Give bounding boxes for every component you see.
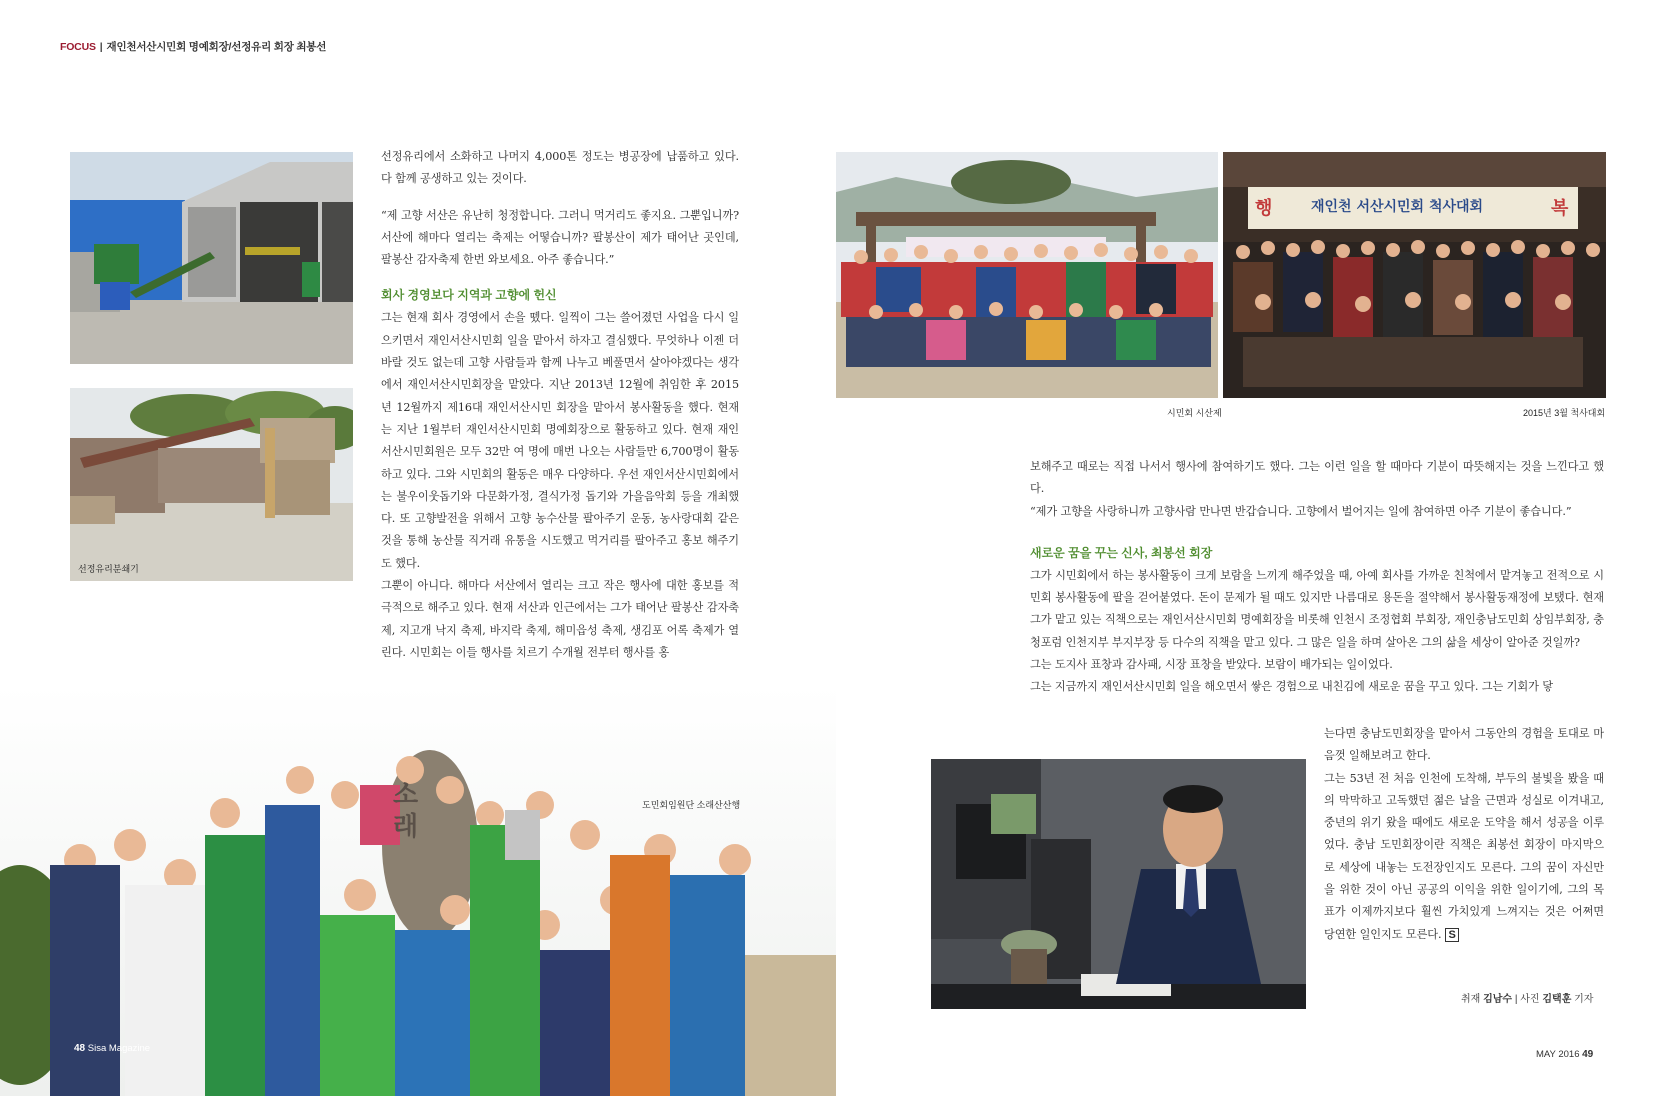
left-page-number: 48 [74,1043,86,1054]
banquet-photo [1223,152,1606,398]
left-section-heading: 회사 경영보다 지역과 고향에 헌신 [381,288,557,303]
banquet-caption: 2015년 3월 척사대회 [1523,408,1606,418]
header-title: 재인천서산시민회 명예회장/선정유리 회장 최봉선 [106,41,327,53]
right-page-number: 49 [1582,1049,1594,1060]
right-paragraph-3: 그가 시민회에서 하는 봉사활동이 크게 보람을 느끼게 해주었을 때, 아예 회사를 가까운 친척에서 맡겨놓고 전적으로 시민회 봉사활동에 팔을 걷어붙였다. 돈이 문제가 될 때도 있지만 나름대로 용돈을 절약해서 봉사활동재정에 보탰다. 현재 그가 맡고 있는 직책으로는 재인서산시민회 명예회장을 비롯해 인천시 조정협회 부회장, 재인충남도민회 상임부회장, 충청포럼 인천지부 부지부장 등 다수의 직책을 맡고 있다. 그 많은 일을 하며 살아온 그의 삶을 세상이 알아준 것일까? [1030,568,1604,649]
right-text-lower [1324,723,1604,946]
photo-label: 사진 [1520,994,1540,1005]
left-text-column [381,146,739,664]
byline [1461,990,1593,1005]
crusher-caption: 선정유리분쇄기 [78,564,139,574]
photographer-name: 김택훈 [1542,994,1572,1005]
right-paragraph-5-lead: 그는 지금까지 재인서산시민회 일을 해오면서 쌓은 경험으로 내친김에 새로운 꿈을 꾸고 있다. 그는 기회가 닿 [1030,680,1553,694]
factory-photo [70,152,353,364]
crusher-photo [70,388,353,581]
left-folio [74,1043,150,1054]
byline-separator: | [1514,994,1518,1005]
magazine-name: Sisa Magazine [87,1043,151,1054]
hiking-caption: 도민회임원단 소래산산행 [642,800,741,810]
stone-engraving: 소래 [388,780,418,844]
hiking-group-photo [0,685,836,1096]
right-paragraph-5-rest: 는다면 충남도민회장을 맡아서 그동안의 경험을 토대로 마음껏 일해보려고 한다. [1324,727,1604,763]
banner-right-char: 복 [1551,198,1569,219]
sijae-photo [836,152,1218,398]
left-paragraph-3: 그는 현재 회사 경영에서 손을 뗐다. 일찍이 그는 쓸어졌던 사업을 다시 일으키면서 재인서산시민회 일을 맡아서 하자고 결심했다. 무엇하나 이젠 더 바랄 것도 없는데 고향 사람들과 함께 나누고 베풀면서 살아야겠다는 생각에서 재인서산시민회장을 맡았다. 지난 2013년 12월에 취임한 후 2015년 12월까지 제16대 재인서산시민 회장을 맡아서 봉사활동을 했다. 현재는 지난 1월부터 재인서산시민회 명예회장으로 활동하고 있다. 현재 재인서산시민회원은 모두 32만 여 명에 매번 나오는 사람들만 6,700명이 활동하고 있다. 그와 시민회의 활동은 매우 다양하다. 우선 재인서산시민회에서는 불우이웃돕기와 다문화가정, 결식가정 돕기와 가을음악회 등을 개최했다. 또 고향발전을 위해서 고향 농수산물 팔아주기 운동, 농사랑대회 같은 것을 통해 농산물 직거래 유통을 시도했고 먹거리를 팔아주고 홍보 해주기도 했다. [381,311,739,570]
left-paragraph-1: 선정유리에서 소화하고 나머지 4,000톤 정도는 병공장에 납품하고 있다. 다 함께 공생하고 있는 것이다. [381,150,739,186]
byline-role: 기자 [1574,994,1594,1005]
right-paragraph-1: 보해주고 때로는 직접 나서서 행사에 참여하기도 했다. 그는 이런 일을 할 때마다 기분이 따뜻해지는 것을 느낀다고 했다. [1030,460,1604,496]
left-paragraph-4: 그뿐이 아니다. 해마다 서산에서 열리는 크고 작은 행사에 대한 홍보를 적극적으로 해주고 있다. 현재 서산과 인근에서는 그가 태어난 팔봉산 감자축제, 지고개 낙지 축제, 바지락 축제, 해미읍성 축제, 생김포 어록 축제가 열린다. 시민회는 이들 행사를 치르기 수개월 전부터 행사를 홍 [381,579,739,659]
writer-label: 취재 [1461,994,1481,1005]
right-paragraph-6-text: 그는 53년 전 처음 인천에 도착해, 부두의 불빛을 봤을 때의 막막하고 고독했던 젊은 날을 근면과 성실로 이겨내고, 중년의 위기 왔을 때에도 새로운 도약을 해서 성공을 이루었다. 충남 도민회장이란 직책은 최봉선 회장이 마지막으로 세상에 내놓는 도전장인지도 모른다. 그의 꿈이 자신만을 위한 것이 아닌 공공의 이익을 위한 일이기에, 그의 목표가 이제까지보다 훨씬 가치있게 느껴지는 것은 어쩌면 당연한 일인지도 모른다. [1324,771,1604,941]
right-text-upper [1030,456,1604,699]
right-quote-paragraph: “제가 고향을 사랑하니까 고향사람 만나면 반갑습니다. 고향에서 벌어지는 일에 참여하면 아주 기분이 좋습니다.” [1030,504,1572,518]
banner-left-char: 행 [1255,198,1273,219]
section-label: FOCUS [60,41,96,53]
right-paragraph-4: 그는 도지사 표창과 감사패, 시장 표창을 받았다. 보람이 배가되는 일이었다. [1030,658,1393,672]
running-header [60,39,326,54]
right-section-heading: 새로운 꿈을 꾸는 신사, 최봉선 회장 [1030,545,1213,560]
left-quote-paragraph: “제 고향 서산은 유난히 청정합니다. 그러니 먹거리도 좋지요. 그뿐입니까? 서산에 해마다 열리는 축제는 어떻습니까? 팔봉산이 제가 태어난 곳인데, 팔봉산 감자축제 한번 와보세요. 아주 좋습니다.” [381,208,739,267]
banner-title: 재인천 서산시민회 척사대회 [1311,199,1484,215]
portrait-photo [931,759,1306,1009]
issue-date: MAY 2016 [1536,1049,1580,1060]
right-folio [1536,1049,1593,1060]
sijae-caption: 시민회 시산제 [1167,408,1222,418]
header-separator: | [99,41,103,53]
writer-name: 김남수 [1483,994,1513,1005]
end-mark: S [1445,928,1458,942]
right-paragraph-6 [1324,768,1604,946]
